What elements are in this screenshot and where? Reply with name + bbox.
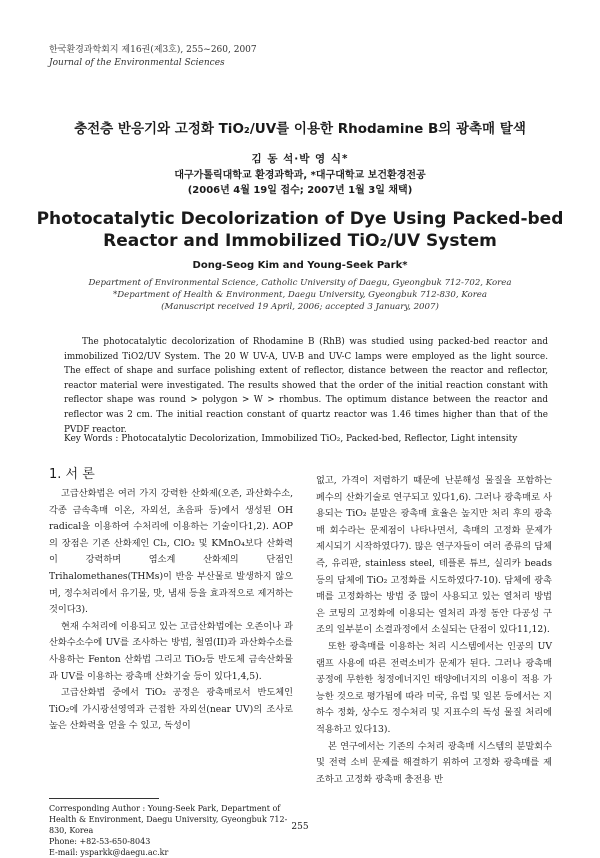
korean-authors: 김 동 석·박 영 식*: [251, 153, 349, 165]
right-paragraph-3: 본 연구에서는 기존의 수처리 광촉매 시스템의 분말회수 및 전력 소비 문제를 해결하기 위하여 고정화 광촉매를 제조하고 고정화 광촉매 충전용 반: [316, 740, 552, 785]
left-paragraph-1: 고급산화법은 여러 가지 강력한 산화제(오존, 과산화수소, 각종 금속촉매 이온, 자외선, 초음파 등)에서 생성된 OH radical을 이용하여 수처리에 이용하는 기술이다1,2). AOP의 장점은 기존 산화제인 Cl₂, ClO₂ 및 KMnO₄보다 산화력이 강력하며 염소계 산화제의 단점인 Trihalomethanes(THMs)이 반응 부산물로 발생하지 않으며, 정수처리에서 유기물, 맛, 냄새 등을 효과적으로 제거하는 것이다3).: [49, 488, 293, 616]
affiliation-2: *Department of Health & Environment, Daegu University, Gyeongbuk 712-830, Korea: [112, 290, 488, 300]
manuscript-dates: (Manuscript received 19 April, 2006; accepted 3 January, 2007): [161, 302, 439, 312]
journal-english: Journal of the Environmental Sciences: [49, 58, 225, 68]
right-paragraph-2: 또한 광촉매를 이용하는 처리 시스템에서는 인공의 UV램프 사용에 따른 전력소비가 문제가 된다. 그러나 광촉매 공정에 무한한 청정에너지인 태양에너지의 이용이 적용 가능한 것으로 평가됨에 따라 미국, 유럽 및 일본 등에서는 지하수 정화, 상수도 정수처리 및 지표수의 독성 물질 처리에 적용하고 있다13).: [316, 640, 552, 735]
english-title-line2: Reactor and Immobilized TiO₂/UV System: [103, 231, 497, 251]
journal-korean: 한국환경과학회지 제16권(제3호), 255~260, 2007: [49, 45, 257, 55]
english-authors: Dong-Seog Kim and Young-Seek Park*: [192, 260, 408, 271]
abstract: [64, 335, 548, 437]
abstract-text: The photocatalytic decolorization of Rhodamine B (RhB) was studied using packed-bed reactor and immobilized TiO2/UV System. The 20 W UV-A, UV-B and UV-C lamps were employed as the light source. The effect of shape and surface polishing extent of reflector, distance between the reactor and reflector, reactor material were investigated. The results showed that the order of the initial reaction constant with reflector shape was round > polygon > W > rhombus. The optimum distance between the reactor and reflector was 2 cm. The initial reaction constant of quartz reactor was 1.46 times higher than that of the PVDF reactor.: [64, 337, 548, 435]
korean-affiliation: 대구가톨릭대학교 환경과학과, *대구대학교 보건환경전공: [174, 170, 426, 181]
section-title: 1. 서 론: [49, 467, 95, 482]
right-paragraph-1: 없고, 가격이 저렴하기 때문에 난분해성 물질을 포함하는 폐수의 산화기술로 연구되고 있다1,6). 그러나 광촉매로 사용되는 TiO₂ 분말은 광촉매 효율은 높지만 처리 후의 광촉매 회수라는 문제점이 나타나면서, 촉매의 고정화 문제가 제시되기 시작하였다7). 많은 연구자들이 여러 종류의 담체 즉, 유리판, stainless steel, 테플론 튜브, 실리카 beads 등의 담체에 TiO₂ 고정화를 시도하였다7-10). 담체에 광촉매를 고정화하는 방법 중 많이 사용되고 있는 열처리 방법은 코팅의 고정화에 이용되는 열처리 과정 동안 다공성 구조의 일부분이 소결과정에서 소실되는 단점이 있다11,12).: [316, 475, 552, 636]
keywords: Key Words : Photocatalytic Decolorization, Immobilized TiO₂, Packed-bed, Reflector, Light intensity: [64, 434, 518, 444]
footnote-divider: [49, 798, 159, 799]
footnote-author: Corresponding Author : Young-Seek Park, Department of Health & Environment, Daegu University, Gyeongbuk 712-830, Korea: [49, 804, 288, 835]
english-affiliations: [0, 277, 600, 313]
journal-header: [49, 44, 257, 70]
footnote-email: E-mail: ysparkk@daegu.ac.kr: [49, 848, 169, 857]
korean-dates: (2006년 4월 19일 접수; 2007년 1월 3일 채택): [187, 185, 413, 196]
left-column: [49, 486, 293, 735]
english-title: [0, 208, 600, 252]
left-paragraph-3: 고급산화법 중에서 TiO₂ 공정은 광촉매로서 반도체인 TiO₂에 가시광선영역과 근접한 자외선(near UV)의 조사로 높은 산화력을 얻을 수 있고, 독성이: [49, 687, 293, 732]
english-title-line1: Photocatalytic Decolorization of Dye Using Packed-bed: [36, 209, 564, 229]
left-paragraph-2: 현재 수처리에 이용되고 있는 고급산화법에는 오존이나 과산화수소수에 UV를 조사하는 방법, 철염(II)과 과산화수소를 사용하는 Fenton 산화법 그리고 TiO₂등 반도체 금속산화물과 UV를 이용하는 광촉매 산화기술 등이 있다1,4,5).: [49, 620, 293, 682]
page-number: 255: [291, 822, 309, 832]
footnote-phone: Phone: +82-53-650-8043: [49, 837, 151, 846]
right-column: [316, 473, 552, 788]
korean-title: 충전층 반응기와 고정화 TiO₂/UV를 이용한 Rhodamine B의 광촉매 탈색: [74, 121, 526, 137]
affiliation-1: Department of Environmental Science, Catholic University of Daegu, Gyeongbuk 712-702, Korea: [88, 278, 512, 288]
